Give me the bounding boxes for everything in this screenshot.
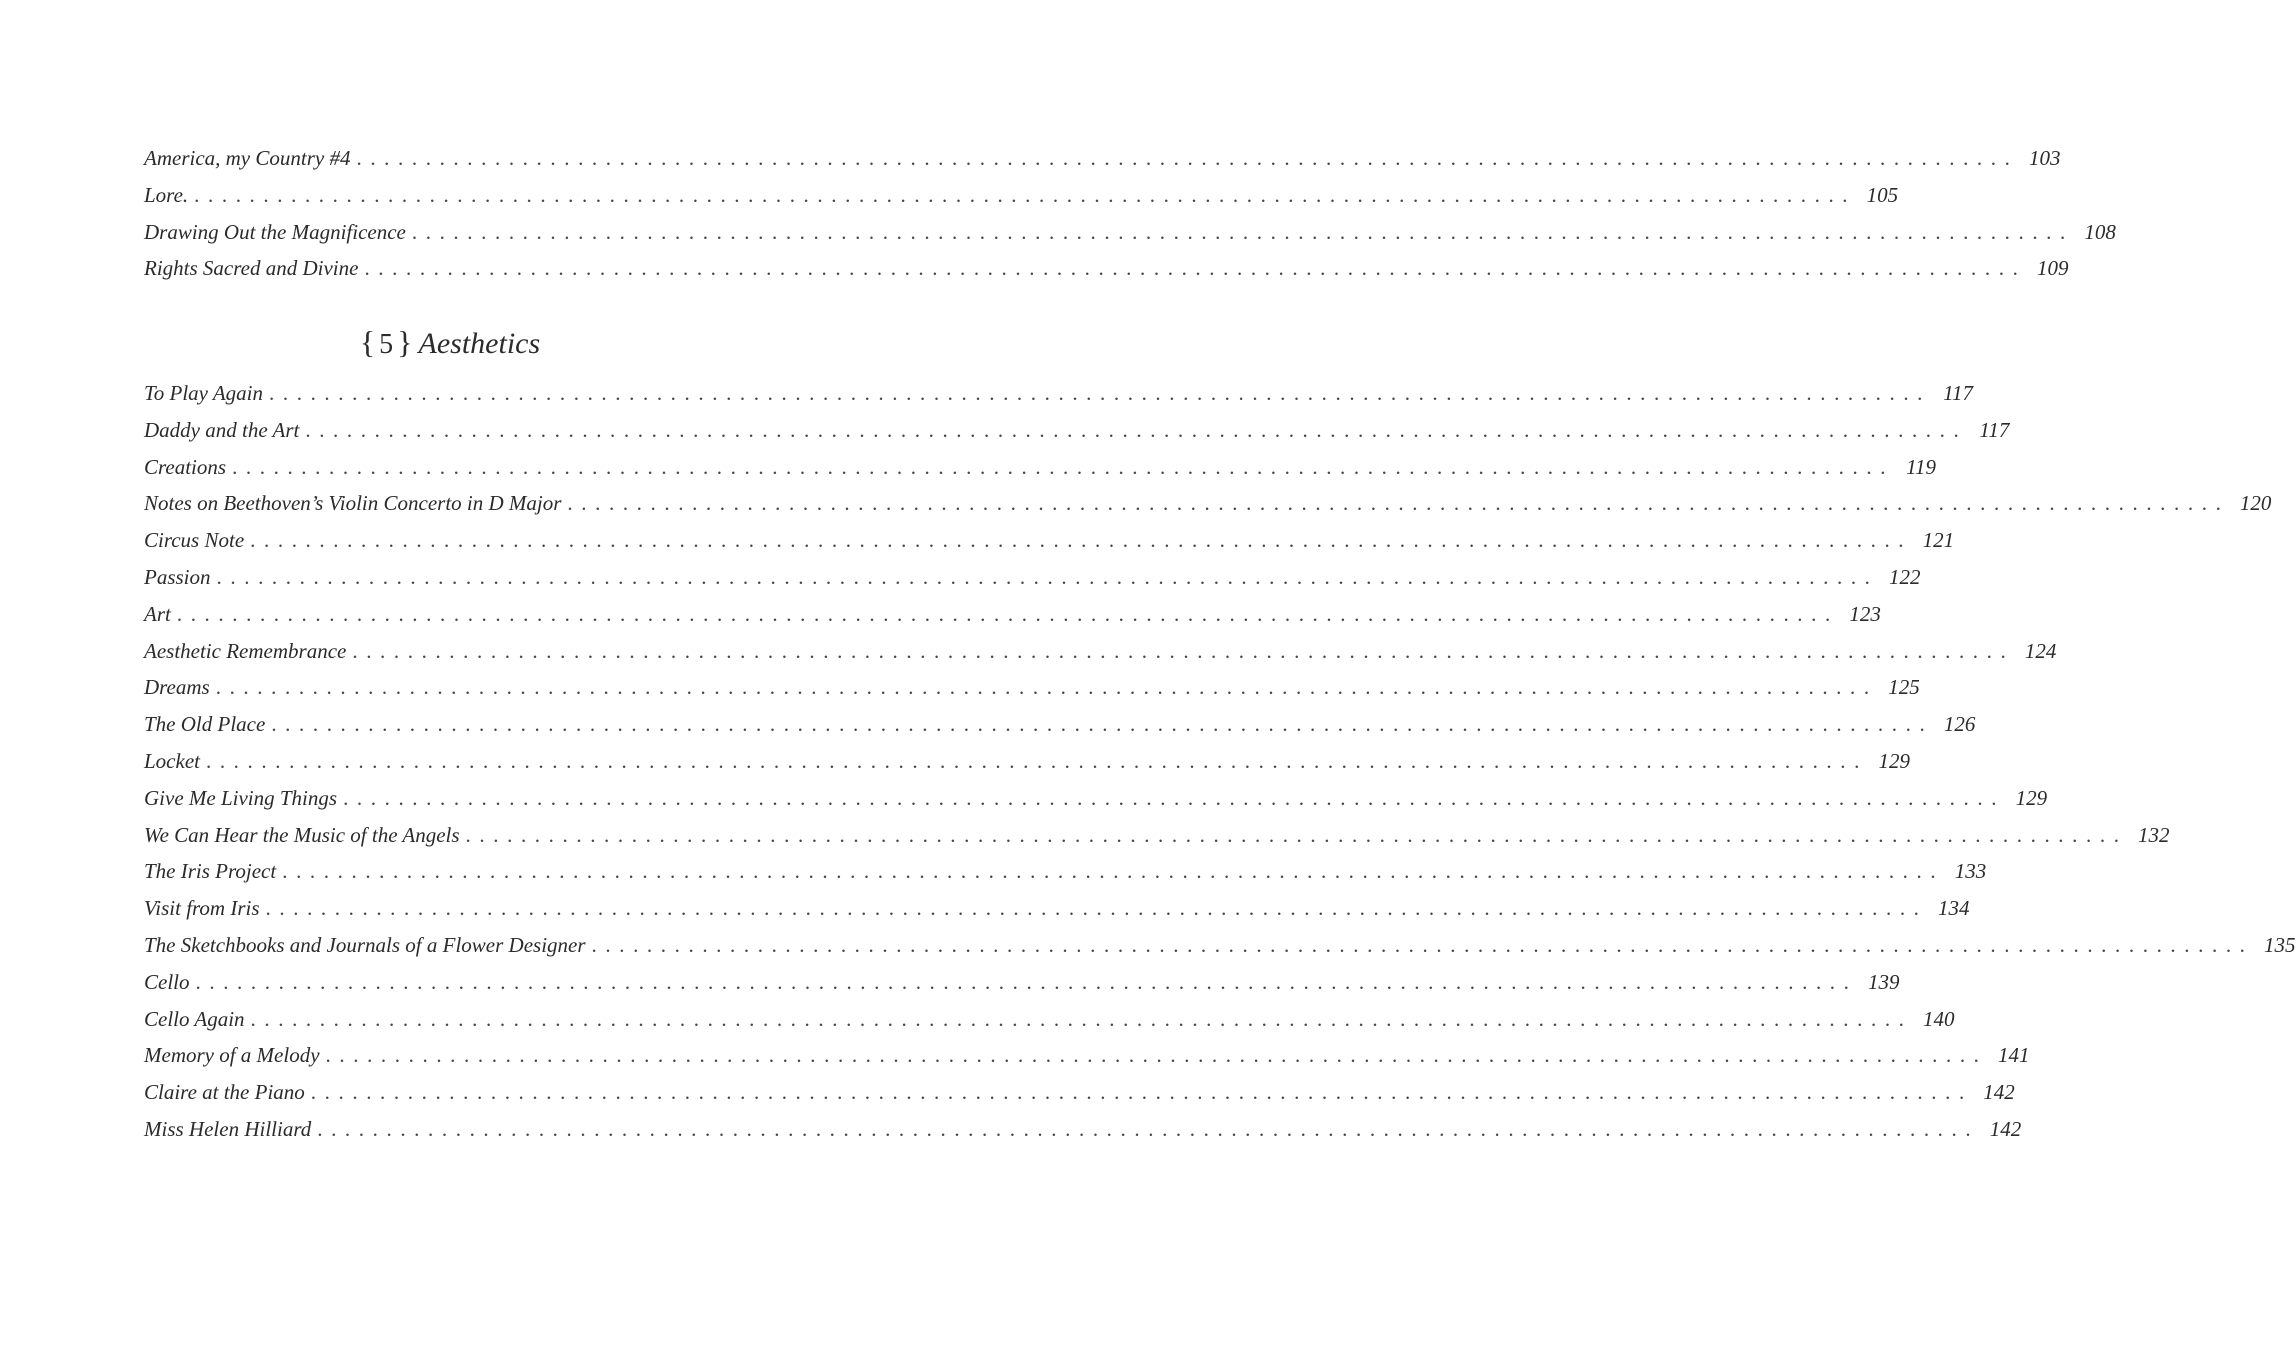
toc-entry-page: 122 [1889, 564, 1921, 589]
toc-entry-title: The Sketchbooks and Journals of a Flower Designer [144, 932, 586, 957]
toc-entry [144, 1037, 2030, 1074]
toc-entry [144, 250, 2069, 287]
toc-leader-dots: ........................................................................................................................ [411, 219, 2074, 244]
toc-entry-title: Drawing Out the Magnificence [144, 219, 406, 244]
toc-leader-dots: ........................................................................................................................ [271, 712, 1934, 737]
toc-entry-title: The Old Place [144, 712, 266, 737]
toc-entry-page: 129 [2015, 785, 2048, 810]
toc-entry-title: Locket [144, 748, 200, 773]
toc-entry [144, 214, 2116, 251]
toc-entry-page: 117 [1943, 381, 1974, 405]
toc-entry-page: 135 [2264, 932, 2296, 957]
toc-entry [144, 706, 1976, 743]
toc-leader-dots: ........................................................................................................................ [465, 822, 2128, 847]
toc-entry [144, 817, 2170, 854]
toc-entry-title: To Play Again [144, 381, 264, 405]
toc-entry-page: 140 [1923, 1006, 1955, 1031]
toc-entry [144, 780, 2048, 817]
toc-leader-dots: ........................................................................................................................ [269, 381, 1932, 405]
toc-leader-dots: ........................................................................................................................ [232, 454, 1895, 479]
toc-entry-page: 129 [1878, 748, 1910, 773]
toc-entry [144, 927, 2296, 964]
toc-entry-page: 108 [2084, 219, 2116, 244]
toc-leader-dots: ........................................................................................................................ [356, 146, 2019, 170]
toc-entry [144, 449, 1937, 486]
toc-entry [144, 559, 1921, 596]
toc-entry-page: 126 [1943, 712, 1976, 737]
toc-entry-page: 132 [2138, 822, 2170, 847]
section-heading [0, 318, 900, 369]
toc-entry-page: 120 [2239, 491, 2272, 516]
section-open-brace: { [359, 324, 376, 360]
toc-entry-page: 141 [1998, 1043, 2030, 1068]
toc-entry-page: 119 [1906, 454, 1937, 479]
toc-entry [144, 140, 2061, 177]
toc-entry-page: 142 [1983, 1080, 2015, 1105]
toc-entry-page: 124 [2024, 638, 2057, 663]
toc-entry [144, 485, 2272, 522]
toc-entry-title: Circus Note [144, 528, 245, 553]
toc-entry-page: 134 [1938, 896, 1970, 921]
toc-entry [144, 177, 1899, 214]
toc-entry-title: Visit from Iris [144, 896, 260, 921]
toc-entry [144, 375, 1974, 412]
toc-entry-title: Rights Sacred and Divine [144, 256, 359, 281]
toc-entry-title: Lore. [144, 182, 189, 207]
toc-entry-page: 125 [1888, 675, 1920, 700]
toc-leader-dots: ........................................................................................................................ [305, 417, 1968, 442]
toc-entry-page: 142 [1989, 1116, 2022, 1141]
toc-entry-page: 133 [1954, 859, 1987, 884]
toc-entry-title: Passion [144, 564, 211, 589]
toc-leader-dots: ........................................................................................................................ [195, 969, 1858, 994]
toc-entry [144, 596, 1881, 633]
toc-entry-title: Claire at the Piano [144, 1080, 305, 1105]
toc-entry-title: Daddy and the Art [144, 417, 300, 442]
toc-entry-title: We Can Hear the Music of the Angels [144, 822, 460, 847]
toc-entry-title: Aesthetic Remembrance [144, 638, 347, 663]
toc-leader-dots: ........................................................................................................................ [216, 564, 1879, 589]
toc-leader-dots: ........................................................................................................................ [194, 182, 1857, 207]
toc-leader-dots: ........................................................................................................................ [265, 896, 1928, 921]
toc-entry [144, 890, 1970, 927]
toc-entry-title: America, my Country #4 [144, 146, 351, 170]
toc-entry [144, 669, 1920, 706]
toc-entry [144, 1001, 1955, 1038]
toc-entry-page: 117 [1979, 417, 2010, 442]
toc-leader-dots: ........................................................................................................................ [205, 748, 1868, 773]
toc-entry-page: 121 [1922, 528, 1955, 553]
toc-leader-dots: ........................................................................................................................ [215, 675, 1878, 700]
section-title: Aesthetics [418, 327, 541, 360]
toc-leader-dots: ........................................................................................................................ [250, 1006, 1913, 1031]
toc-entry [144, 743, 1910, 780]
toc-entry [144, 1111, 2022, 1148]
toc-entry [144, 522, 1955, 559]
toc-entry-title: Cello Again [144, 1006, 245, 1031]
toc-leader-dots: ........................................................................................................................ [364, 256, 2027, 281]
toc-entry [144, 1074, 2015, 1111]
toc-entry-page: 123 [1849, 601, 1881, 626]
toc-entry-page: 103 [2028, 146, 2061, 170]
toc-leader-dots: ........................................................................................................................ [352, 638, 2015, 663]
toc-entry-page: 109 [2036, 256, 2069, 281]
toc-entry [144, 853, 1987, 890]
toc-list-top [144, 140, 2116, 287]
toc-entry-title: Miss Helen Hilliard [144, 1116, 312, 1141]
toc-list-aesthetics [144, 375, 2296, 1148]
toc-leader-dots: ........................................................................................................................ [567, 491, 2230, 516]
toc-leader-dots: ........................................................................................................................ [176, 601, 1839, 626]
toc-entry [144, 964, 1900, 1001]
toc-leader-dots: ........................................................................................................................ [282, 859, 1945, 884]
toc-leader-dots: ........................................................................................................................ [325, 1043, 1988, 1068]
toc-entry [144, 412, 2010, 449]
toc-entry-title: Cello [144, 969, 190, 994]
toc-entry-page: 105 [1866, 182, 1899, 207]
toc-entry-title: Art [144, 601, 171, 626]
toc-entry-title: The Iris Project [144, 859, 277, 884]
toc-entry-title: Creations [144, 454, 227, 479]
toc-entry [144, 633, 2057, 670]
toc-entry-title: Notes on Beethoven’s Violin Concerto in D Major [144, 491, 562, 516]
toc-leader-dots: ........................................................................................................................ [591, 932, 2254, 957]
toc-leader-dots: ........................................................................................................................ [310, 1080, 1973, 1105]
toc-entry-page: 139 [1868, 969, 1900, 994]
section-number: 5 [379, 329, 394, 360]
section-close-brace: } [397, 324, 413, 360]
toc-leader-dots: ........................................................................................................................ [250, 528, 1913, 553]
toc-leader-dots: ........................................................................................................................ [317, 1116, 1980, 1141]
toc-entry-title: Memory of a Melody [144, 1043, 320, 1068]
toc-entry-title: Give Me Living Things [144, 785, 338, 810]
toc-entry-title: Dreams [144, 675, 210, 700]
toc-leader-dots: ........................................................................................................................ [343, 785, 2006, 810]
